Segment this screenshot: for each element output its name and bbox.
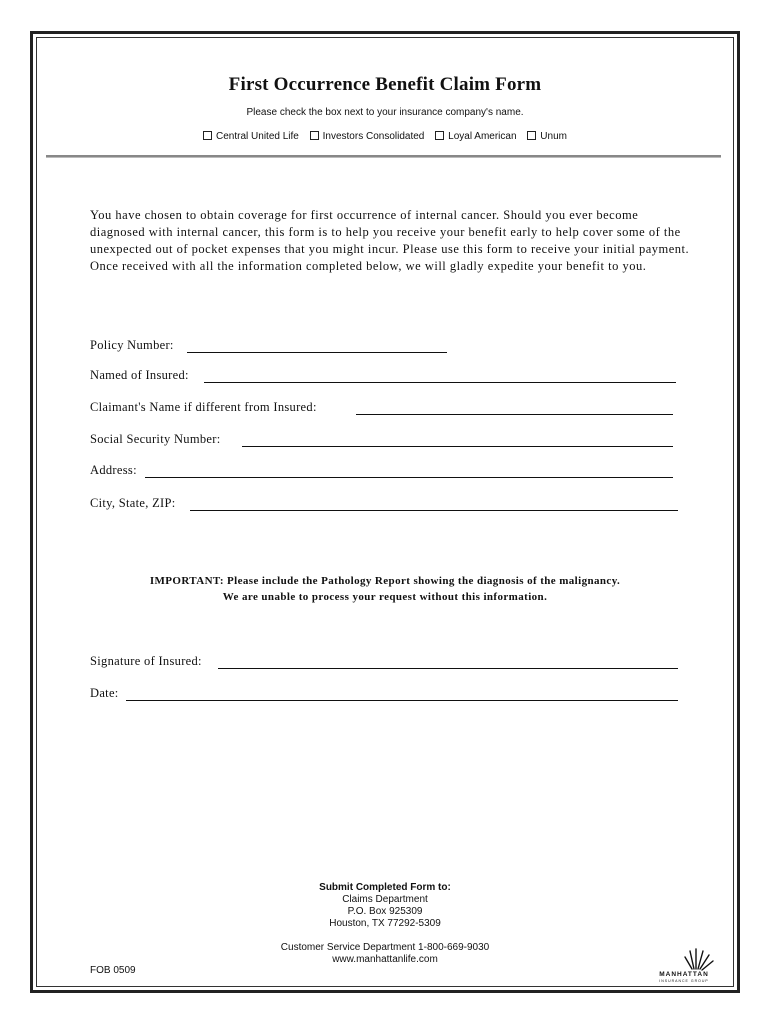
city-state-zip-input-line[interactable] (190, 510, 678, 511)
signature-field (90, 654, 680, 672)
name-of-insured-input-line[interactable] (204, 382, 676, 383)
date-field (90, 686, 680, 704)
date-input-line[interactable] (126, 700, 678, 701)
name-of-insured-label: Named of Insured: (90, 368, 189, 382)
website-link[interactable]: www.manhattanlife.com (332, 954, 438, 965)
company-option-central-united-life[interactable] (203, 131, 299, 142)
company-label: Unum (540, 131, 567, 142)
header-divider (46, 155, 721, 158)
customer-service-line: Customer Service Department 1-800-669-9030 (280, 942, 490, 953)
checkbox-icon[interactable] (203, 131, 212, 140)
instruction-text: Please check the box next to your insurance company's name. (246, 107, 524, 118)
address-field (90, 463, 680, 481)
important-line-2: We are unable to process your request without this information. (222, 591, 548, 603)
form-title: First Occurrence Benefit Claim Form (228, 74, 542, 95)
signature-label: Signature of Insured: (90, 654, 202, 668)
claimant-name-label: Claimant's Name if different from Insured: (90, 400, 317, 414)
intro-paragraph: You have chosen to obtain coverage for first occurrence of internal cancer. Should you ever become diagnosed with internal cancer, this form is to help you receive your benefit early to help cover some of the unexpected out of pocket expenses that you might incur. Please use this form to receive your initial payment. Once received with all the information completed below, we will gladly expedite your benefit to you. (90, 208, 690, 273)
policy-number-input-line[interactable] (187, 352, 447, 353)
ssn-input-line[interactable] (242, 446, 673, 447)
date-label: Date: (90, 686, 119, 700)
city-line: Houston, TX 77292-5309 (329, 918, 441, 929)
company-label: Loyal American (448, 131, 517, 142)
company-option-investors-consolidated[interactable] (310, 131, 425, 142)
policy-number-field (90, 338, 450, 356)
submit-address-block (0, 882, 770, 930)
claimant-name-field (90, 400, 680, 418)
ssn-label: Social Security Number: (90, 432, 221, 446)
address-label: Address: (90, 463, 137, 477)
policy-number-label: Policy Number: (90, 338, 174, 352)
address-input-line[interactable] (145, 477, 673, 478)
form-code: FOB 0509 (90, 965, 136, 976)
company-checkbox-row (0, 131, 770, 142)
company-option-unum[interactable] (527, 131, 567, 142)
company-option-loyal-american[interactable] (435, 131, 516, 142)
logo-subtitle: INSURANCE GROUP (659, 979, 709, 983)
important-line-1: IMPORTANT: Please include the Pathology Report showing the diagnosis of the malignancy. (149, 575, 621, 587)
submit-heading: Submit Completed Form to: (319, 882, 451, 893)
name-of-insured-field (90, 368, 680, 386)
signature-input-line[interactable] (218, 668, 678, 669)
starburst-logo-icon (650, 945, 718, 971)
logo-name: MANHATTAN (659, 971, 709, 978)
company-label: Central United Life (216, 131, 299, 142)
important-notice (0, 573, 770, 605)
company-label: Investors Consolidated (322, 131, 425, 142)
checkbox-icon[interactable] (435, 131, 444, 140)
city-state-zip-field (90, 496, 680, 514)
ssn-field (90, 432, 680, 450)
city-state-zip-label: City, State, ZIP: (90, 496, 176, 510)
claimant-name-input-line[interactable] (356, 414, 673, 415)
po-box: P.O. Box 925309 (347, 906, 423, 917)
manhattan-logo (650, 945, 718, 985)
checkbox-icon[interactable] (310, 131, 319, 140)
checkbox-icon[interactable] (527, 131, 536, 140)
claims-department: Claims Department (342, 894, 428, 905)
